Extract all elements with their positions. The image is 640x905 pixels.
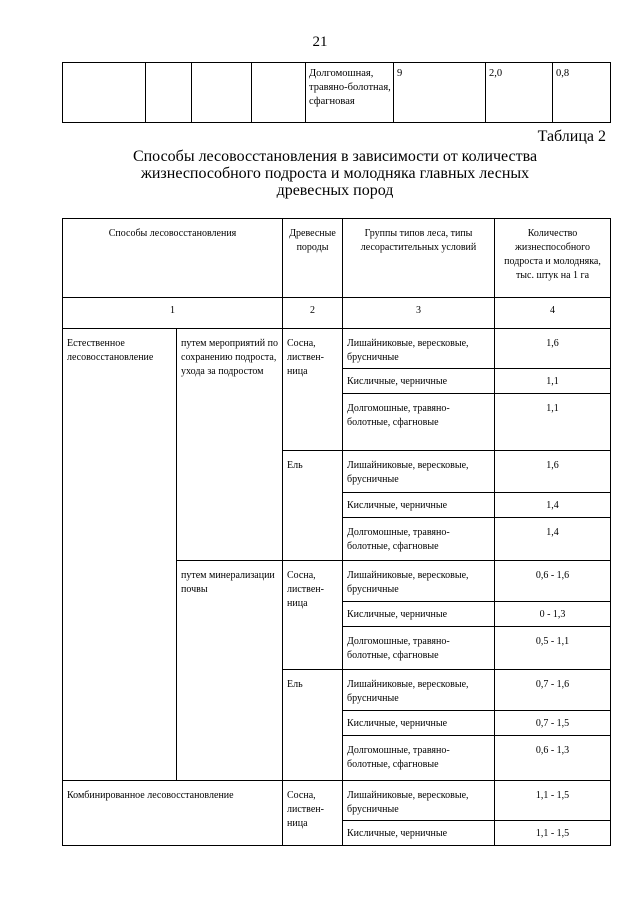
forest-type-moss: Долгомошные, травяно-болотные, сфагновые (343, 518, 495, 561)
quantity-value: 1,6 (495, 451, 611, 493)
forest-type-moss: Долгомошные, травяно-болотные, сфагновые (343, 736, 495, 781)
forest-type-moss: Долгомошные, травяно-болотные, сфагновые (343, 627, 495, 670)
quantity-value: 1,6 (495, 329, 611, 369)
header-row (63, 219, 611, 298)
quantity-value: 0 - 1,3 (495, 602, 611, 627)
species-pine-larch: Сосна, листвен-ница (283, 561, 343, 670)
quantity-value: 0,6 - 1,6 (495, 561, 611, 602)
quantity-value: 1,1 - 1,5 (495, 821, 611, 846)
header-species: Древесные породы (283, 219, 343, 298)
quantity-value: 1,4 (495, 493, 611, 518)
header-quantity: Количество жизнеспособного подроста и молодняка, тыс. штук на 1 га (495, 219, 611, 298)
page-number: 21 (312, 34, 328, 50)
quantity-value: 0,7 - 1,5 (495, 711, 611, 736)
quantity-value: 1,4 (495, 518, 611, 561)
value-cell: 0,8 (553, 63, 611, 123)
continued-table (62, 62, 611, 123)
column-number: 3 (343, 298, 495, 329)
forest-type-sorrel: Кисличные, черничные (343, 602, 495, 627)
column-number: 1 (63, 298, 283, 329)
forest-type-lichen: Лишайниковые, вересковые, брусничные (343, 451, 495, 493)
table-title-line: древесных пород (276, 182, 394, 199)
forest-type-sorrel: Кисличные, черничные (343, 493, 495, 518)
table-row (63, 63, 611, 123)
quantity-value: 1,1 (495, 394, 611, 451)
column-number-row (63, 298, 611, 329)
quantity-value: 0,5 - 1,1 (495, 627, 611, 670)
species-spruce: Ель (283, 670, 343, 781)
header-groups: Группы типов леса, типы лесорастительных условий (343, 219, 495, 298)
forest-type-moss: Долгомошные, травяно-болотные, сфагновые (343, 394, 495, 451)
forest-type-lichen: Лишайниковые, вересковые, брусничные (343, 329, 495, 369)
forest-type-cell: Долгомошная, травяно-болотная, сфагновая (306, 63, 394, 123)
quantity-value: 1,1 (495, 369, 611, 394)
table-caption: Таблица 2 (537, 128, 606, 145)
forest-type-lichen: Лишайниковые, вересковые, брусничные (343, 670, 495, 711)
species-pine-larch: Сосна, листвен-ница (283, 329, 343, 451)
forest-type-sorrel: Кисличные, черничные (343, 369, 495, 394)
table-row (63, 329, 611, 369)
species-spruce: Ель (283, 451, 343, 561)
value-cell: 2,0 (486, 63, 553, 123)
quantity-value: 0,7 - 1,6 (495, 670, 611, 711)
submethod-mineralization: путем минерализации почвы (177, 561, 283, 781)
method-combined: Комбинированное лесовосстановление (63, 781, 283, 846)
table-title-line: Способы лесовосстановления в зависимости от количества (132, 148, 538, 165)
species-pine-larch: Сосна, листвен-ница (283, 781, 343, 846)
forest-type-sorrel: Кисличные, черничные (343, 821, 495, 846)
forest-type-lichen: Лишайниковые, вересковые, брусничные (343, 781, 495, 821)
submethod-preservation: путем мероприятий по сохранению подроста, ухода за подростом (177, 329, 283, 561)
quantity-value: 0,6 - 1,3 (495, 736, 611, 781)
table-title-line: жизнеспособного подроста и молодняка главных лесных (140, 165, 530, 182)
table-title (100, 148, 570, 199)
forest-type-sorrel: Кисличные, черничные (343, 711, 495, 736)
method-natural: Естественное лесовосстановление (63, 329, 177, 781)
table-row (63, 781, 611, 821)
column-number: 2 (283, 298, 343, 329)
column-number: 4 (495, 298, 611, 329)
quantity-value: 1,1 - 1,5 (495, 781, 611, 821)
forest-type-lichen: Лишайниковые, вересковые, брусничные (343, 561, 495, 602)
value-cell: 9 (394, 63, 486, 123)
header-methods: Способы лесовосстановления (63, 219, 283, 298)
reforestation-table (62, 218, 611, 846)
